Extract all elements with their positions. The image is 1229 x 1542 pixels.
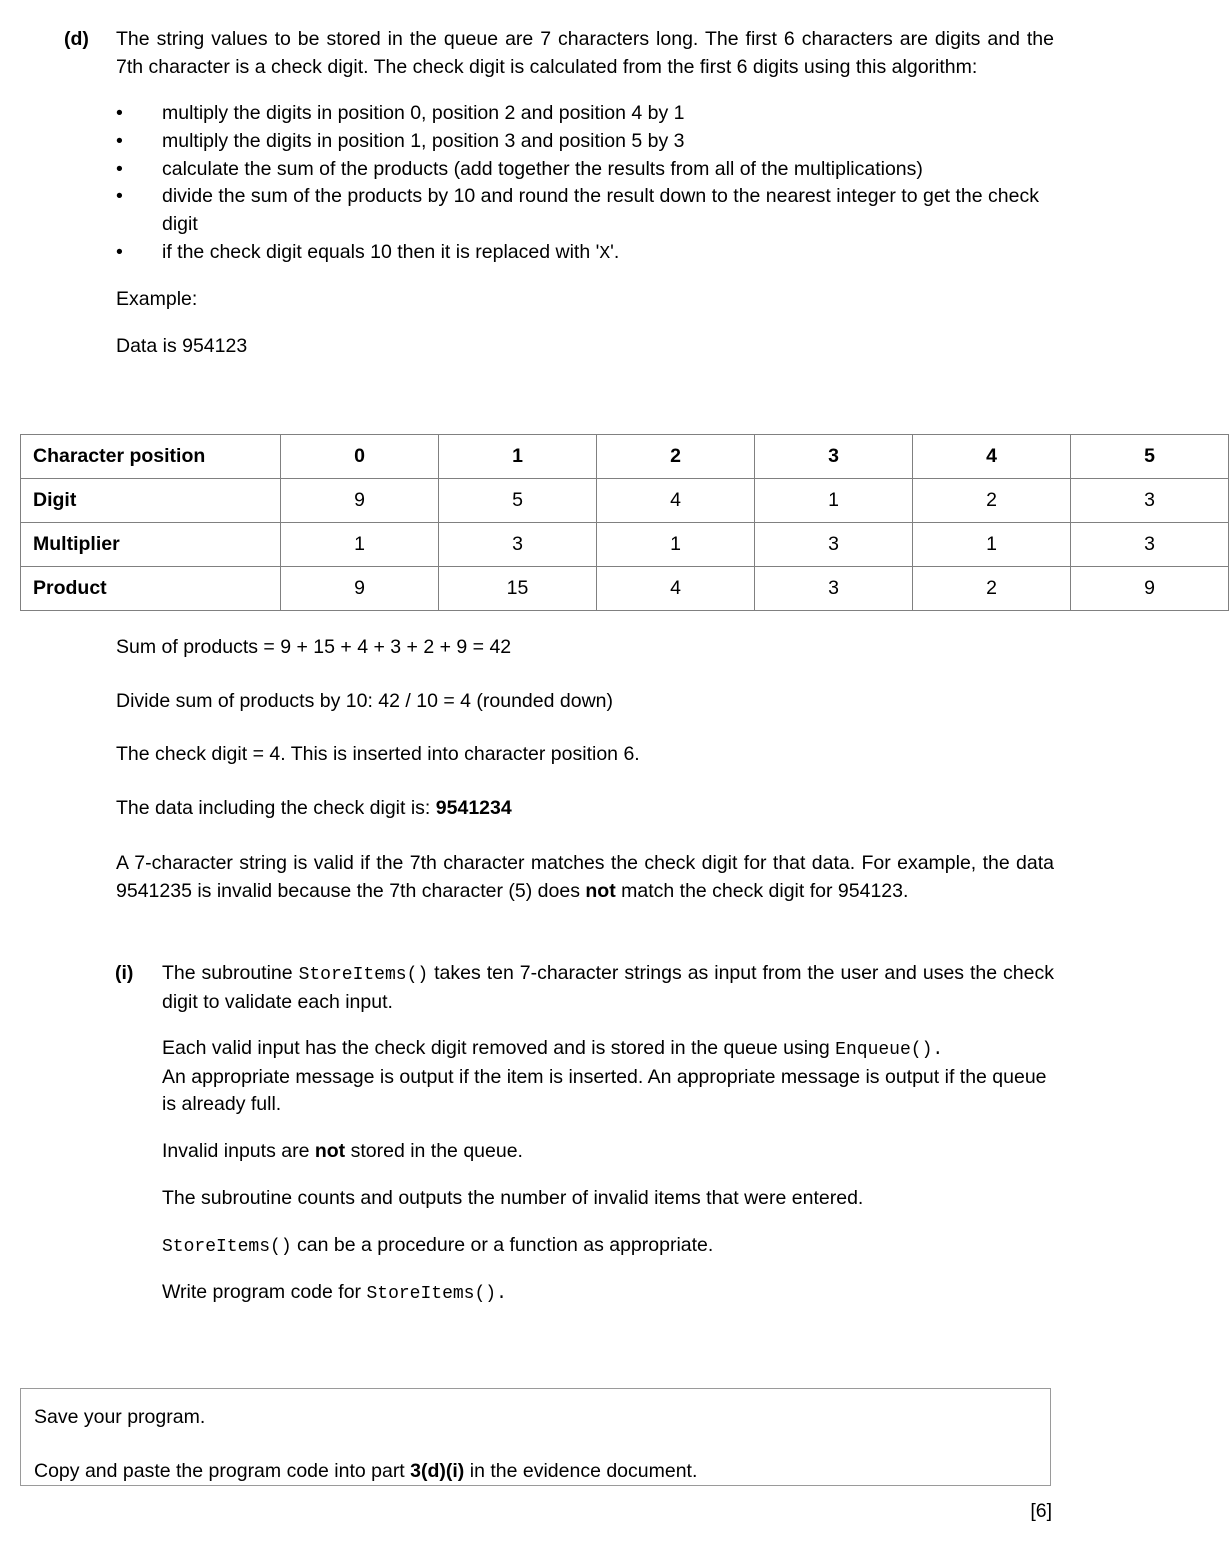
cell-product-3: 3 bbox=[755, 567, 913, 611]
part-i-paragraph-2 bbox=[162, 1035, 1054, 1064]
cell-multiplier-5: 3 bbox=[1071, 523, 1229, 567]
validity-seg1: A 7-character string is valid if the 7th character matches the check digit for that data. For example, the data 9541235 is invalid because the 7th character (5) does bbox=[116, 852, 1054, 902]
validity-paragraph bbox=[116, 850, 1054, 905]
part-i-paragraph-1 bbox=[162, 960, 1054, 1016]
save-program-line: Save your program. bbox=[34, 1406, 206, 1428]
cell-digit-2: 4 bbox=[597, 479, 755, 523]
evidence-part-reference: 3(d)(i) bbox=[410, 1459, 465, 1482]
bullet-dot-icon: • bbox=[116, 102, 123, 125]
check-digit-line: The check digit = 4. This is inserted into character position 6. bbox=[116, 743, 640, 766]
spacer bbox=[162, 1166, 1054, 1185]
replacement-char-code: X bbox=[599, 243, 611, 264]
spacer bbox=[162, 1119, 1054, 1138]
cell-character-position-3: 3 bbox=[755, 435, 913, 479]
bullet-text: multiply the digits in position 0, position 2 and position 4 by 1 bbox=[162, 102, 685, 125]
spacer bbox=[116, 81, 1054, 100]
part-d-body bbox=[116, 26, 1054, 361]
marks-indicator: [6] bbox=[1030, 1500, 1052, 1522]
check-digit-table-wrapper bbox=[20, 434, 1155, 611]
validity-bold-not: not bbox=[585, 879, 616, 902]
p1-seg1: The subroutine bbox=[162, 962, 299, 984]
cell-multiplier-4: 1 bbox=[913, 523, 1071, 567]
validity-seg2: match the check digit for 954123. bbox=[615, 879, 909, 902]
cell-product-0: 9 bbox=[281, 567, 439, 611]
divide-line: Divide sum of products by 10: 42 / 10 = 4 (rounded down) bbox=[116, 689, 613, 712]
p7-seg1: Write program code for bbox=[162, 1281, 367, 1304]
bullet-text: multiply the digits in position 1, position 3 and position 5 by 3 bbox=[162, 130, 685, 153]
cell-character-position-0: 0 bbox=[281, 435, 439, 479]
list-item bbox=[116, 183, 1054, 238]
spacer bbox=[116, 267, 1054, 286]
part-i-paragraph-4 bbox=[162, 1138, 1054, 1166]
bullet-dot-icon: • bbox=[116, 157, 123, 180]
part-i-body bbox=[162, 960, 1054, 1308]
bullet-text-suffix: '. bbox=[610, 240, 620, 263]
data-with-check-digit-line bbox=[116, 795, 1054, 823]
part-i-paragraph-5: The subroutine counts and outputs the number of invalid items that were entered. bbox=[162, 1186, 864, 1209]
cell-product-2: 4 bbox=[597, 567, 755, 611]
bullet-text: divide the sum of the products by 10 and round the result down to the nearest integer to get the check digit bbox=[162, 185, 1039, 236]
enqueue-code-ref: Enqueue(). bbox=[835, 1040, 944, 1061]
part-i-label: (i) bbox=[115, 962, 134, 984]
p4-bold-not: not bbox=[314, 1140, 346, 1163]
cell-product-1: 15 bbox=[439, 567, 597, 611]
cell-character-position-2: 2 bbox=[597, 435, 755, 479]
cell-digit-5: 3 bbox=[1071, 479, 1229, 523]
spacer bbox=[162, 1260, 1054, 1279]
cell-digit-3: 1 bbox=[755, 479, 913, 523]
row-header-product: Product bbox=[21, 567, 281, 611]
cell-product-4: 2 bbox=[913, 567, 1071, 611]
example-data-line: Data is 954123 bbox=[116, 335, 248, 358]
part-i-paragraph-3: An appropriate message is output if the item is inserted. An appropriate message is output if the queue is already full. bbox=[162, 1065, 1047, 1116]
bullet-text-prefix: if the check digit equals 10 then it is replaced with ' bbox=[162, 240, 600, 263]
list-item bbox=[116, 100, 1054, 128]
copy-paste-line bbox=[34, 1458, 1037, 1486]
spacer bbox=[162, 1016, 1054, 1035]
list-item bbox=[116, 128, 1054, 156]
p4-seg2: stored in the queue. bbox=[345, 1140, 523, 1163]
storeitems-code-ref: StoreItems() bbox=[162, 1236, 292, 1257]
cell-multiplier-1: 3 bbox=[439, 523, 597, 567]
cell-digit-4: 2 bbox=[913, 479, 1071, 523]
cell-digit-1: 5 bbox=[439, 479, 597, 523]
example-label: Example: bbox=[116, 288, 198, 311]
cell-digit-0: 9 bbox=[281, 479, 439, 523]
question-part-d bbox=[64, 26, 1054, 361]
cell-multiplier-3: 3 bbox=[755, 523, 913, 567]
data-with-check-value: 9541234 bbox=[435, 797, 512, 820]
part-i-paragraph-7 bbox=[162, 1279, 1054, 1308]
p6-seg: can be a procedure or a function as appropriate. bbox=[291, 1233, 714, 1256]
storeitems-code-ref: StoreItems() bbox=[298, 965, 429, 985]
storeitems-code-ref: StoreItems(). bbox=[366, 1284, 507, 1305]
bullet-dot-icon: • bbox=[116, 240, 123, 263]
bullet-dot-icon: • bbox=[116, 185, 123, 208]
row-header-character-position: Character position bbox=[21, 435, 281, 479]
spacer bbox=[162, 1213, 1054, 1232]
cell-multiplier-0: 1 bbox=[281, 523, 439, 567]
part-d-label: (d) bbox=[64, 28, 89, 50]
table-row bbox=[21, 435, 1229, 479]
cell-character-position-1: 1 bbox=[439, 435, 597, 479]
row-header-multiplier: Multiplier bbox=[21, 523, 281, 567]
cell-character-position-4: 4 bbox=[913, 435, 1071, 479]
copy-paste-seg2: in the evidence document. bbox=[464, 1459, 698, 1482]
part-d-intro-text: The string values to be stored in the queue are 7 characters long. The first 6 characters are digits and the 7th character is a check digit. The check digit is calculated from the first 6 digits using this algorithm: bbox=[116, 28, 1054, 78]
data-with-check-prefix: The data including the check digit is: bbox=[116, 797, 436, 820]
cell-product-5: 9 bbox=[1071, 567, 1229, 611]
p1-seg2: takes ten 7-character strings as input from the user and uses the check digit to validate each input. bbox=[162, 962, 1054, 1013]
worked-example-block bbox=[116, 634, 1054, 823]
copy-paste-seg1: Copy and paste the program code into part bbox=[34, 1459, 411, 1482]
cell-character-position-5: 5 bbox=[1071, 435, 1229, 479]
spacer bbox=[116, 314, 1054, 333]
question-part-i bbox=[115, 960, 1054, 1308]
table-row bbox=[21, 523, 1229, 567]
bullet-dot-icon: • bbox=[116, 130, 123, 153]
check-digit-table bbox=[20, 434, 1229, 611]
row-header-digit: Digit bbox=[21, 479, 281, 523]
cell-multiplier-2: 1 bbox=[597, 523, 755, 567]
table-row bbox=[21, 567, 1229, 611]
part-i-paragraph-6 bbox=[162, 1232, 1054, 1261]
bullet-text: calculate the sum of the products (add together the results from all of the multiplications) bbox=[162, 157, 923, 180]
spacer bbox=[34, 1432, 1037, 1458]
table-row bbox=[21, 479, 1229, 523]
algorithm-bullet-list bbox=[116, 100, 1054, 267]
sum-of-products-line: Sum of products = 9 + 15 + 4 + 3 + 2 + 9 = 42 bbox=[116, 636, 512, 658]
p2-seg1: Each valid input has the check digit removed and is stored in the queue using bbox=[162, 1037, 836, 1060]
list-item bbox=[116, 156, 1054, 184]
p4-seg1: Invalid inputs are bbox=[162, 1140, 315, 1163]
save-instructions-box bbox=[20, 1388, 1051, 1486]
list-item bbox=[116, 239, 1054, 268]
